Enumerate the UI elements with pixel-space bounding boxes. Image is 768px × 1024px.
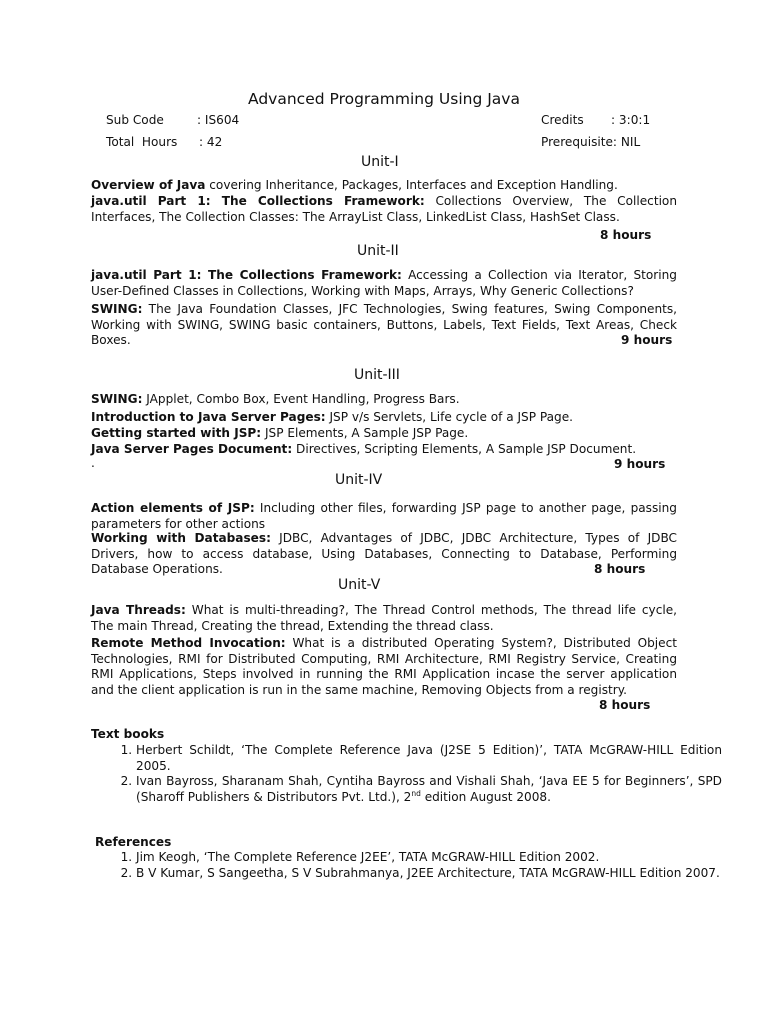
list-item: 2. B V Kumar, S Sangeetha, S V Subrahmanya, J2EE Architecture, TATA McGRAW-HILL Edition 2007. [136,866,722,882]
unit-4-heading: Unit-IV [335,472,383,488]
page-title: Advanced Programming Using Java [248,90,520,108]
list-item: 1. Jim Keogh, ‘The Complete Reference J2EE’, TATA McGRAW-HILL Edition 2002. [136,850,722,866]
total-hours-value: : 42 [199,135,223,149]
list-item: 2. Ivan Bayross, Sharanam Shah, Cyntiha Bayross and Vishali Shah, ‘Java EE 5 for Beginners’, SPD (Sharoff Publishers & Distributors Pvt. Ltd.), 2nd edition August 2008. [136,774,722,805]
unit-3-dot: . [91,456,95,470]
unit-5-para-2: Remote Method Invocation: What is a distributed Operating System?, Distributed Object Technologies, RMI for Distributed Computing, RMI Architecture, RMI Registry Service, Creating RMI Applications, Steps involved in running the RMI Application incase the server application and the client application is run in the same machine, Removing Objects from a registry. [91,636,677,697]
unit-2-heading: Unit-II [357,243,399,259]
unit-1-para-1: Overview of Java covering Inheritance, Packages, Interfaces and Exception Handling. [91,178,618,192]
unit-3-hours: 9 hours [614,457,666,471]
references-heading: References [95,835,172,849]
unit-5-para-1: Java Threads: What is multi-threading?, The Thread Control methods, The thread life cycle, The main Thread, Creating the thread, Extending the thread class. [91,603,677,633]
prerequisite: Prerequisite: NIL [541,135,641,149]
unit-1-heading: Unit-I [361,154,399,170]
unit-3-line-4: Java Server Pages Document: Directives, Scripting Elements, A Sample JSP Document. [91,442,637,456]
credits-label: Credits [541,113,584,127]
unit-3-line-2: Introduction to Java Server Pages: JSP v/s Servlets, Life cycle of a JSP Page. [91,410,573,424]
credits-value: : 3:0:1 [611,113,651,127]
total-hours-label: Total Hours [106,135,178,149]
unit-2-para-1: java.util Part 1: The Collections Framework: Accessing a Collection via Iterator, Storing User-Defined Classes in Collections, Working with Maps, Arrays, Why Generic Collections? [91,268,677,298]
unit-1-topic-1: Overview of Java [91,178,206,192]
references-list [91,850,722,881]
unit-2-para-2: SWING: The Java Foundation Classes, JFC Technologies, Swing features, Swing Components, Working with SWING, SWING basic containers, Buttons, Labels, Text Fields, Text Areas, Check Boxes. [91,302,677,347]
unit-5-hours: 8 hours [599,698,651,712]
unit-4-hours: 8 hours [594,562,646,576]
unit-5-heading: Unit-V [338,577,381,593]
unit-2-topic-1: java.util Part 1: The Collections Framework: [91,268,402,282]
unit-1-hours: 8 hours [600,228,652,242]
unit-3-line-3: Getting started with JSP: JSP Elements, A Sample JSP Page. [91,426,469,440]
list-item: 1. Herbert Schildt, ‘The Complete Reference Java (J2SE 5 Edition)’, TATA McGRAW-HILL Edition 2005. [136,743,722,774]
textbooks-list [91,743,722,805]
sub-code-value: : IS604 [197,113,240,127]
sub-code-label: Sub Code [106,113,164,127]
unit-2-hours: 9 hours [621,333,673,347]
unit-3-line-1: SWING: JApplet, Combo Box, Event Handling, Progress Bars. [91,392,460,406]
unit-4-para-1: Action elements of JSP: Including other files, forwarding JSP page to another page, passing parameters for other actions [91,501,677,531]
textbooks-heading: Text books [91,727,165,741]
unit-1-para-2: java.util Part 1: The Collections Framework: Collections Overview, The Collection Interfaces, The Collection Classes: The ArrayList Class, LinkedList Class, HashSet Class. [91,194,677,224]
unit-1-topic-2: java.util Part 1: The Collections Framework: [91,194,425,208]
unit-4-para-2: Working with Databases: JDBC, Advantages of JDBC, JDBC Architecture, Types of JDBC Drivers, how to access database, Using Databases, Connecting to Database, Performing Database Operations. [91,531,677,576]
unit-3-heading: Unit-III [354,367,400,383]
unit-2-topic-2: SWING: [91,302,143,316]
